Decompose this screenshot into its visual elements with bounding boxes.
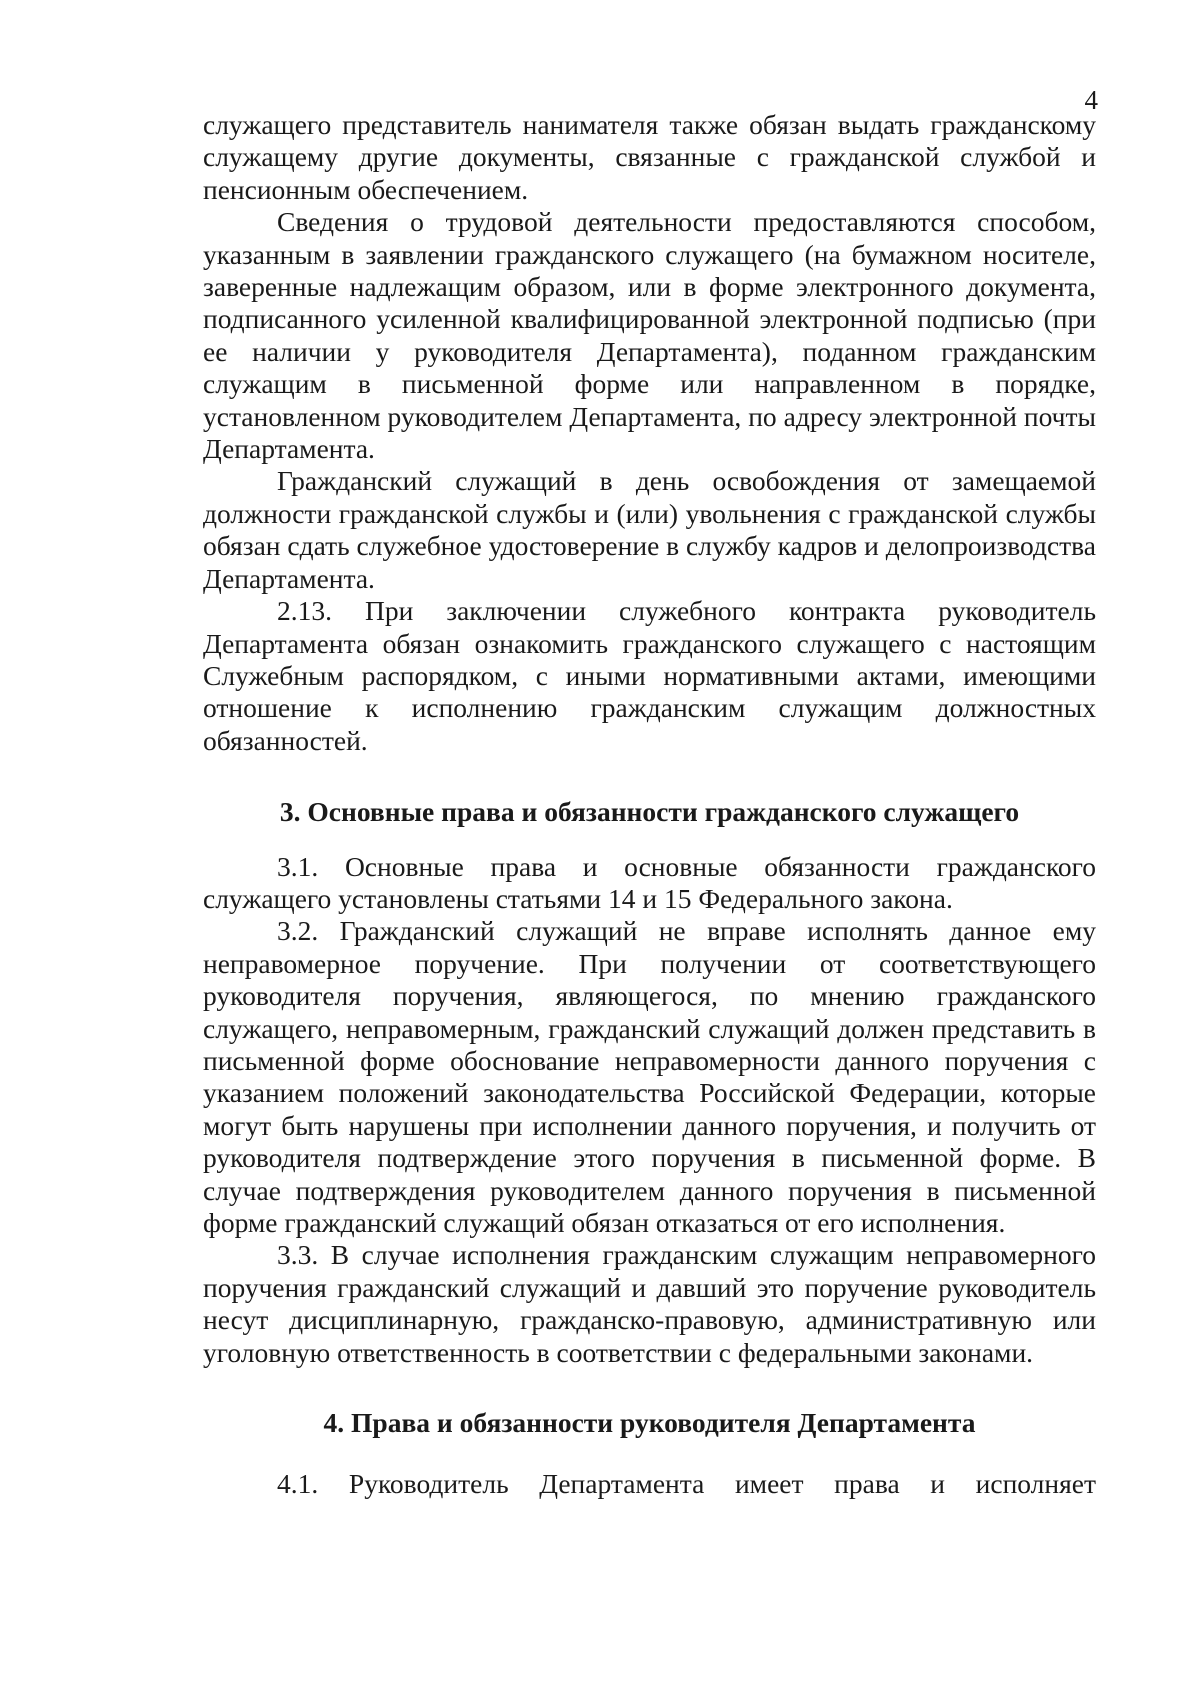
paragraph-3-3: 3.3. В случае исполнения гражданским служащим неправомерного поручения гражданский служащий и давший это поручение руководитель несут дисциплинарную, гражданско-правовую, административную или уголовную ответственность в соответствии с федеральными законами. [203,1239,1096,1368]
spacer [203,1439,1096,1468]
paragraph-2-13: 2.13. При заключении служебного контракта руководитель Департамента обязан ознакомить гражданского служащего с настоящим Служебным распорядком, с иными нормативными актами, имеющими отношение к исполнению гражданским служащим должностных обязанностей. [203,595,1096,756]
section-4-heading: 4. Права и обязанности руководителя Департамента [323,1407,976,1439]
spacer [203,829,1096,851]
spacer [203,1369,1096,1407]
document-body [203,109,1096,1501]
section-3-heading: 3. Основные права и обязанности гражданского служащего [279,796,1020,828]
paragraph-3-1: 3.1. Основные права и основные обязанности гражданского служащего установлены статьями 14 и 15 Федерального закона. [203,850,1096,914]
paragraph-certificate-return: Гражданский служащий в день освобождения от замещаемой должности гражданской службы и (или) увольнения с гражданской службы обязан сдать служебное удостоверение в службу кадров и делопроизводства Департамента. [203,465,1096,594]
paragraph-3-2: 3.2. Гражданский служащий не вправе исполнять данное ему неправомерное поручение. При получении от соответствующего руководителя поручения, являющегося, по мнению гражданского служащего, неправомерным, гражданский служащий должен представить в письменной форме обоснование неправомерности данного поручения с указанием положений законодательства Российской Федерации, которые могут быть нарушены при исполнении данного поручения, и получить от руководителя подтверждение этого поручения в письменной форме. В случае подтверждения руководителем данного поручения в письменной форме гражданский служащий обязан отказаться от его исполнения. [203,915,1096,1238]
spacer [203,757,1096,796]
paragraph-work-records: Сведения о трудовой деятельности предоставляются способом, указанным в заявлении гражданского служащего (на бумажном носителе, заверенные надлежащим образом, или в форме электронного документа, подписанного усиленной квалифицированной электронной подписью (при ее наличии у руководителя Департамента), поданном гражданским служащим в письменной форме или направленном в порядке, установленном руководителем Департамента, по адресу электронной почты Департамента. [203,206,1096,465]
paragraph-4-1: 4.1. Руководитель Департамента имеет права и исполняет [277,1468,1096,1500]
paragraph-continuation: служащего представитель нанимателя также обязан выдать гражданскому служащему другие документы, связанные с гражданской службой и пенсионным обеспечением. [203,109,1096,205]
page-number: 4 [1084,85,1098,115]
